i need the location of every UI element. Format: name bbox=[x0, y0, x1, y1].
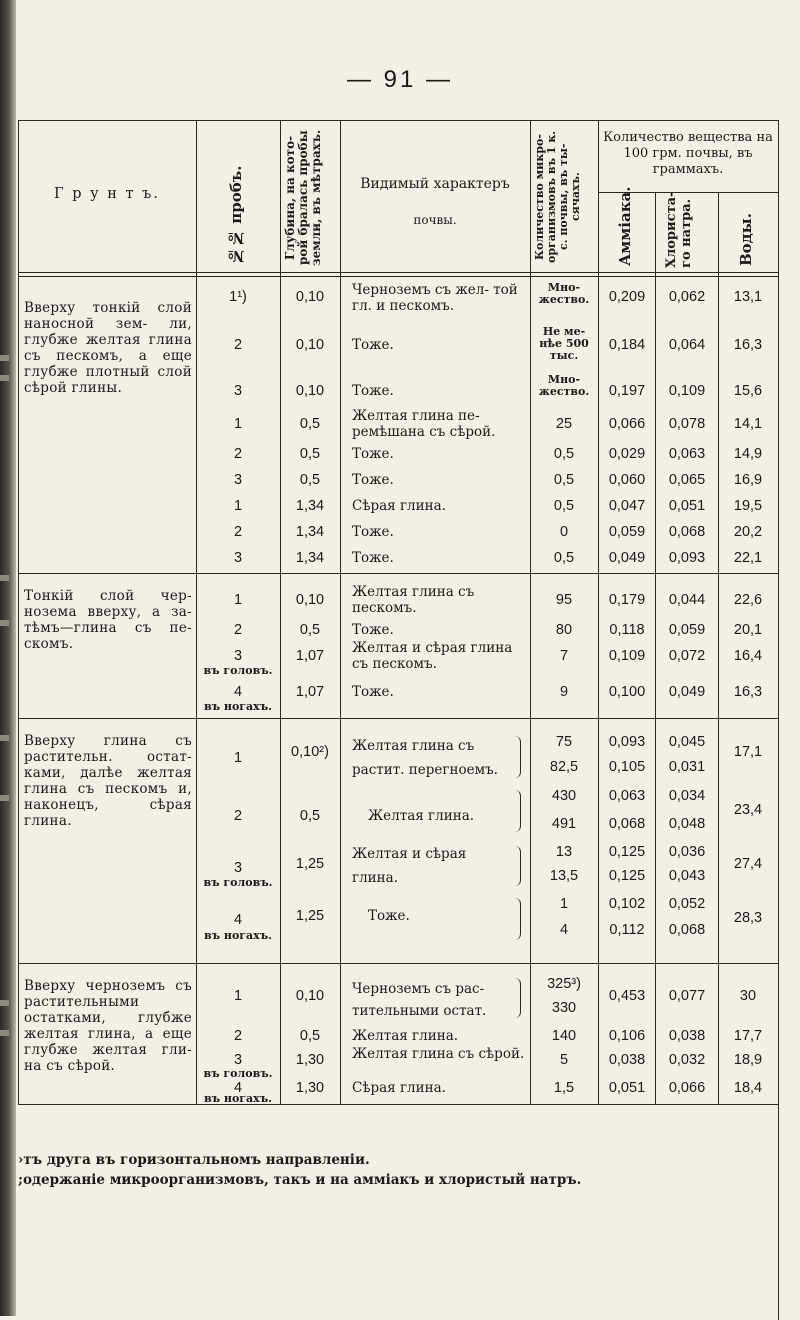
visible-character: Желтая глина пе- ремѣшана съ сѣрой. bbox=[352, 408, 496, 440]
microorganisms-count: 13,5 bbox=[549, 868, 579, 884]
depth-value: 0,5 bbox=[299, 472, 321, 488]
visible-character: Тоже. bbox=[352, 550, 394, 566]
chloride-value: 0,043 bbox=[668, 868, 706, 884]
spine-mark bbox=[0, 1030, 9, 1036]
ammonia-value: 0,051 bbox=[608, 1080, 646, 1096]
visible-character: Тоже. bbox=[352, 622, 394, 638]
chloride-value: 0,051 bbox=[668, 498, 706, 514]
water-value: 16,9 bbox=[733, 472, 763, 488]
brace bbox=[514, 790, 521, 832]
ammonia-value: 0,105 bbox=[608, 759, 646, 775]
brace bbox=[514, 978, 521, 1018]
depth-value: 1,30 bbox=[295, 1052, 325, 1068]
water-value: 13,1 bbox=[733, 289, 763, 305]
sample-number: 1 bbox=[233, 988, 243, 1004]
column-divider bbox=[598, 120, 599, 1104]
water-value: 14,1 bbox=[733, 416, 763, 432]
sample-number: 1 bbox=[233, 592, 243, 608]
column-divider bbox=[280, 120, 281, 1104]
depth-value: 1,07 bbox=[295, 648, 325, 664]
microorganisms-count: 0 bbox=[559, 524, 569, 540]
microorganisms-count: 1,5 bbox=[553, 1080, 575, 1096]
header-visible-character: Видимый характеръ bbox=[360, 176, 510, 192]
chloride-value: 0,044 bbox=[668, 592, 706, 608]
column-divider bbox=[655, 192, 656, 1104]
depth-value: 0,5 bbox=[299, 622, 321, 638]
header-depth: Глубина, на кото- рой бралась пробы земли, въ мѣтрахъ. bbox=[283, 129, 323, 267]
depth-value: 1,34 bbox=[295, 498, 325, 514]
header-sample-no: №№ пробъ. bbox=[227, 165, 245, 265]
chloride-value: 0,078 bbox=[668, 416, 706, 432]
column-divider bbox=[718, 192, 719, 1104]
chloride-value: 0,072 bbox=[668, 648, 706, 664]
visible-character: Желтая глина съ пескомъ. bbox=[352, 584, 475, 616]
water-value: 18,9 bbox=[733, 1052, 763, 1068]
water-value: 27,4 bbox=[733, 856, 763, 872]
chloride-value: 0,077 bbox=[668, 988, 706, 1004]
visible-character: Тоже. bbox=[352, 446, 394, 462]
footnote: ›тъ друга въ горизонтальномъ направленіи. bbox=[18, 1152, 370, 1168]
sample-number: 4 bbox=[233, 912, 243, 928]
column-divider bbox=[530, 120, 531, 1104]
footnote: ;одержаніе микроорганизмовъ, такъ и на амміакъ и хлористый натръ. bbox=[18, 1172, 582, 1188]
water-value: 15,6 bbox=[733, 383, 763, 399]
depth-value: 1,34 bbox=[295, 550, 325, 566]
header-water: Воды. bbox=[737, 213, 755, 266]
chloride-value: 0,068 bbox=[668, 922, 706, 938]
sample-position: въ ногахъ. bbox=[204, 929, 272, 942]
spine-mark bbox=[0, 735, 9, 741]
chloride-value: 0,062 bbox=[668, 289, 706, 305]
depth-value: 0,10 bbox=[295, 289, 325, 305]
chloride-value: 0,045 bbox=[668, 734, 706, 750]
soil-description: Вверху черноземъ съ растительными остатками, глубже желтая глина, а еще глубже желтая гли- на съ сѣрой. bbox=[24, 978, 192, 1074]
spine-mark bbox=[0, 795, 9, 801]
sample-number: 3 bbox=[233, 550, 243, 566]
spine-mark bbox=[0, 355, 9, 361]
ammonia-value: 0,112 bbox=[609, 922, 645, 938]
header-sodium-chloride: Хлориста- го натра. bbox=[664, 191, 694, 268]
sample-position: въ головъ. bbox=[203, 876, 273, 889]
visible-character: Желтая глина. bbox=[368, 808, 475, 824]
brace bbox=[514, 846, 521, 886]
header-bottom-border bbox=[18, 272, 778, 273]
header-ammonia: Амміака. bbox=[616, 186, 634, 266]
ammonia-value: 0,047 bbox=[608, 498, 646, 514]
ammonia-value: 0,125 bbox=[608, 868, 646, 884]
microorganisms-count: 430 bbox=[551, 788, 577, 804]
water-value: 28,3 bbox=[733, 910, 763, 926]
chloride-value: 0,066 bbox=[668, 1080, 706, 1096]
chloride-value: 0,059 bbox=[668, 622, 706, 638]
chloride-value: 0,068 bbox=[668, 524, 706, 540]
ammonia-value: 0,102 bbox=[608, 896, 646, 912]
depth-value: 0,10 bbox=[295, 337, 325, 353]
depth-value: 0,5 bbox=[299, 1028, 321, 1044]
water-value: 16,3 bbox=[733, 337, 763, 353]
microorganisms-count: 95 bbox=[555, 592, 573, 608]
water-value: 18,4 bbox=[733, 1080, 763, 1096]
sample-position: въ ногахъ. bbox=[204, 700, 272, 713]
microorganisms-count: 0,5 bbox=[553, 446, 575, 462]
chloride-value: 0,032 bbox=[668, 1052, 706, 1068]
sample-number: 2 bbox=[233, 1028, 243, 1044]
depth-value: 1,25 bbox=[295, 908, 325, 924]
group-divider bbox=[18, 963, 778, 964]
header-visible-character-sub: почвы. bbox=[413, 213, 457, 227]
sample-number: 2 bbox=[233, 808, 243, 824]
page-number: — 91 — bbox=[346, 66, 454, 93]
visible-character: Сѣрая глина. bbox=[352, 498, 446, 514]
ammonia-value: 0,118 bbox=[609, 622, 645, 638]
header-soil: Г р у н т ъ. bbox=[54, 186, 160, 202]
chloride-value: 0,036 bbox=[668, 844, 706, 860]
ammonia-value: 0,063 bbox=[608, 788, 646, 804]
ammonia-value: 0,100 bbox=[608, 684, 646, 700]
brace bbox=[514, 898, 521, 940]
depth-value: 0,10 bbox=[295, 383, 325, 399]
microorganisms-count: 0,5 bbox=[553, 550, 575, 566]
ammonia-value: 0,066 bbox=[608, 416, 646, 432]
ammonia-value: 0,197 bbox=[608, 383, 646, 399]
depth-value: 1,30 bbox=[295, 1080, 325, 1096]
soil-description: Вверху тонкій слой наносной зем- ли, глубже желтая глина съ пескомъ, а еще глубже плотный слой сѣрой глины. bbox=[24, 300, 192, 396]
microorganisms-count: Не ме- нѣе 500 тыс. bbox=[539, 325, 589, 362]
water-value: 19,5 bbox=[733, 498, 763, 514]
microorganisms-count: 80 bbox=[555, 622, 573, 638]
ammonia-value: 0,029 bbox=[608, 446, 646, 462]
chloride-value: 0,064 bbox=[668, 337, 706, 353]
microorganisms-count: Мно- жество. bbox=[538, 373, 590, 398]
visible-character: Желтая и сѣрая глина. bbox=[352, 846, 467, 886]
water-value: 16,3 bbox=[733, 684, 763, 700]
visible-character: Тоже. bbox=[352, 383, 394, 399]
water-value: 23,4 bbox=[733, 802, 763, 818]
ammonia-value: 0,049 bbox=[608, 550, 646, 566]
visible-character: Тоже. bbox=[352, 684, 394, 700]
water-value: 22,6 bbox=[733, 592, 763, 608]
table-top-border bbox=[18, 120, 778, 121]
sample-number: 2 bbox=[233, 524, 243, 540]
chloride-value: 0,049 bbox=[668, 684, 706, 700]
microorganisms-count: 325³) bbox=[547, 976, 581, 992]
sample-number: 3 bbox=[233, 472, 243, 488]
microorganisms-count: 9 bbox=[559, 684, 569, 700]
table-left-border bbox=[18, 120, 19, 1104]
visible-character: Черноземъ съ жел- той гл. и пескомъ. bbox=[352, 282, 518, 314]
visible-character: Тоже. bbox=[352, 337, 394, 353]
sample-position: въ ногахъ. bbox=[204, 1092, 272, 1105]
sample-number: 2 bbox=[233, 622, 243, 638]
header-bottom-border-double bbox=[18, 276, 778, 277]
visible-character: Тоже. bbox=[352, 472, 394, 488]
sample-number: 2 bbox=[233, 446, 243, 462]
chloride-value: 0,109 bbox=[668, 383, 706, 399]
visible-character: Тоже. bbox=[352, 524, 394, 540]
sample-position: въ головъ. bbox=[203, 1067, 273, 1080]
soil-description: Вверху глина съ растительн. остат- ками, далѣе желтая глина съ пескомъ и, наконецъ, сѣрая глина. bbox=[24, 733, 192, 829]
chloride-value: 0,034 bbox=[668, 788, 706, 804]
chloride-value: 0,031 bbox=[668, 759, 706, 775]
water-value: 20,1 bbox=[733, 622, 763, 638]
brace bbox=[514, 736, 521, 778]
microorganisms-count: 0,5 bbox=[553, 472, 575, 488]
depth-value: 0,5 bbox=[299, 808, 321, 824]
sample-number: 1¹) bbox=[229, 289, 247, 305]
spine-mark bbox=[0, 1000, 9, 1006]
water-value: 30 bbox=[739, 988, 757, 1004]
ammonia-value: 0,093 bbox=[608, 734, 646, 750]
water-value: 22,1 bbox=[733, 550, 763, 566]
depth-value: 0,10²) bbox=[291, 744, 329, 760]
water-value: 17,7 bbox=[733, 1028, 763, 1044]
depth-value: 1,07 bbox=[295, 684, 325, 700]
ammonia-value: 0,068 bbox=[608, 816, 646, 832]
microorganisms-count: 25 bbox=[555, 416, 573, 432]
microorganisms-count: 0,5 bbox=[553, 498, 575, 514]
ammonia-value: 0,109 bbox=[608, 648, 646, 664]
sample-number: 4 bbox=[233, 684, 243, 700]
header-microorganisms: Количество микро- организмовъ въ 1 к. с. почвы, въ ты- сячахъ. bbox=[533, 130, 582, 264]
chloride-value: 0,065 bbox=[668, 472, 706, 488]
microorganisms-count: 5 bbox=[559, 1052, 569, 1068]
water-value: 20,2 bbox=[733, 524, 763, 540]
sample-number: 1 bbox=[233, 498, 243, 514]
sample-position: въ головъ. bbox=[203, 664, 273, 677]
group-divider bbox=[18, 573, 778, 574]
ammonia-value: 0,125 bbox=[608, 844, 646, 860]
soil-description: Тонкій слой чер- нозема вверху, а за- тѣмъ—глина съ пе- скомъ. bbox=[24, 588, 192, 652]
spine-mark bbox=[0, 620, 9, 626]
ammonia-value: 0,106 bbox=[608, 1028, 646, 1044]
group-divider bbox=[18, 718, 778, 719]
microorganisms-count: 4 bbox=[559, 922, 569, 938]
column-divider bbox=[340, 120, 341, 1104]
header-amount-group: Количество вещества на 100 грм. почвы, въ граммахъ. bbox=[603, 130, 773, 177]
sample-number: 2 bbox=[233, 337, 243, 353]
visible-character: Желтая и сѣрая глина съ пескомъ. bbox=[352, 640, 513, 672]
ammonia-value: 0,184 bbox=[608, 337, 646, 353]
depth-value: 1,34 bbox=[295, 524, 325, 540]
microorganisms-count: 491 bbox=[551, 816, 577, 832]
visible-character: Черноземъ съ рас- тительными остат. bbox=[352, 981, 487, 1019]
chloride-value: 0,052 bbox=[668, 896, 706, 912]
visible-character: Желтая глина. bbox=[352, 1028, 459, 1044]
depth-value: 1,25 bbox=[295, 856, 325, 872]
sample-number: 4 bbox=[233, 1080, 243, 1096]
ammonia-value: 0,038 bbox=[608, 1052, 646, 1068]
microorganisms-count: 140 bbox=[551, 1028, 577, 1044]
ammonia-value: 0,453 bbox=[608, 988, 646, 1004]
water-value: 17,1 bbox=[733, 744, 763, 760]
sample-number: 3 bbox=[233, 383, 243, 399]
sample-number: 1 bbox=[233, 416, 243, 432]
table-right-border bbox=[778, 120, 779, 1320]
sample-number: 1 bbox=[233, 750, 243, 766]
spine-mark bbox=[0, 575, 9, 581]
visible-character: Желтая глина съ растит. перегноемъ. bbox=[352, 738, 498, 778]
microorganisms-count: 13 bbox=[555, 844, 573, 860]
book-spine-shadow bbox=[0, 0, 16, 1316]
sample-number: 3 bbox=[233, 860, 243, 876]
microorganisms-count: 7 bbox=[559, 648, 569, 664]
table-bottom-border bbox=[18, 1104, 778, 1105]
microorganisms-count: 1 bbox=[559, 896, 569, 912]
microorganisms-count: 82,5 bbox=[549, 759, 579, 775]
microorganisms-count: 75 bbox=[555, 734, 573, 750]
ammonia-value: 0,209 bbox=[608, 289, 646, 305]
chloride-value: 0,093 bbox=[668, 550, 706, 566]
visible-character: Желтая глина съ сѣрой. bbox=[352, 1046, 525, 1062]
chloride-value: 0,048 bbox=[668, 816, 706, 832]
spine-mark bbox=[0, 375, 9, 381]
chloride-value: 0,038 bbox=[668, 1028, 706, 1044]
chloride-value: 0,063 bbox=[668, 446, 706, 462]
sample-number: 3 bbox=[233, 1052, 243, 1068]
microorganisms-count: 330 bbox=[551, 1000, 577, 1016]
ammonia-value: 0,179 bbox=[608, 592, 646, 608]
depth-value: 0,5 bbox=[299, 446, 321, 462]
water-value: 14,9 bbox=[733, 446, 763, 462]
ammonia-value: 0,059 bbox=[608, 524, 646, 540]
depth-value: 0,10 bbox=[295, 592, 325, 608]
depth-value: 0,10 bbox=[295, 988, 325, 1004]
visible-character: Тоже. bbox=[368, 908, 410, 924]
depth-value: 0,5 bbox=[299, 416, 321, 432]
water-value: 16,4 bbox=[733, 648, 763, 664]
sample-number: 3 bbox=[233, 648, 243, 664]
microorganisms-count: Мно- жество. bbox=[538, 281, 590, 306]
ammonia-value: 0,060 bbox=[608, 472, 646, 488]
column-divider bbox=[196, 120, 197, 1104]
visible-character: Сѣрая глина. bbox=[352, 1080, 446, 1096]
